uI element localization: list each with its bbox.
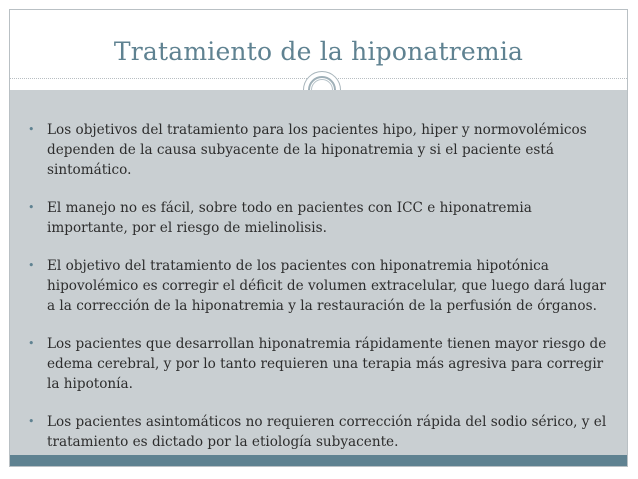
bullet-icon: • xyxy=(28,415,35,428)
bullet-text: El manejo no es fácil, sobre todo en pacientes con ICC e hiponatremia importante, por el riesgo de mielinolisis. xyxy=(47,200,532,236)
bullet-text: Los pacientes asintomáticos no requieren corrección rápida del sodio sérico, y el tratamiento es dictado por la etiología subyacente. xyxy=(47,414,607,450)
slide-title: Tratamiento de la hiponatremia xyxy=(113,37,524,66)
bullet-icon: • xyxy=(28,123,35,136)
bullet-text: Los pacientes que desarrollan hiponatremia rápidamente tienen mayor riesgo de edema cerebral, y por lo tanto requieren una terapia más agresiva para corregir la hipotonía. xyxy=(47,336,607,392)
content-area xyxy=(10,90,627,467)
bullet-icon: • xyxy=(28,201,35,214)
footer-accent-band xyxy=(10,455,627,467)
bullet-icon: • xyxy=(28,259,35,272)
bullet-item-3 xyxy=(10,256,627,316)
bullet-item-5 xyxy=(10,412,627,452)
bullet-text: Los objetivos del tratamiento para los pacientes hipo, hiper y normovolémicos dependen de la causa subyacente de la hiponatremia y si el paciente está sintomático. xyxy=(47,122,587,178)
bullet-list xyxy=(10,120,627,467)
bullet-item-1 xyxy=(10,120,627,180)
bullet-text: El objetivo del tratamiento de los pacientes con hiponatremia hipotónica hipovolémico es corregir el déficit de volumen extracelular, que luego dará lugar a la corrección de la hiponatremia y la restauración de la perfusión de órganos. xyxy=(47,258,606,314)
bullet-item-2 xyxy=(10,198,627,238)
bullet-item-4 xyxy=(10,334,627,394)
slide xyxy=(9,9,628,467)
bullet-icon: • xyxy=(28,337,35,350)
